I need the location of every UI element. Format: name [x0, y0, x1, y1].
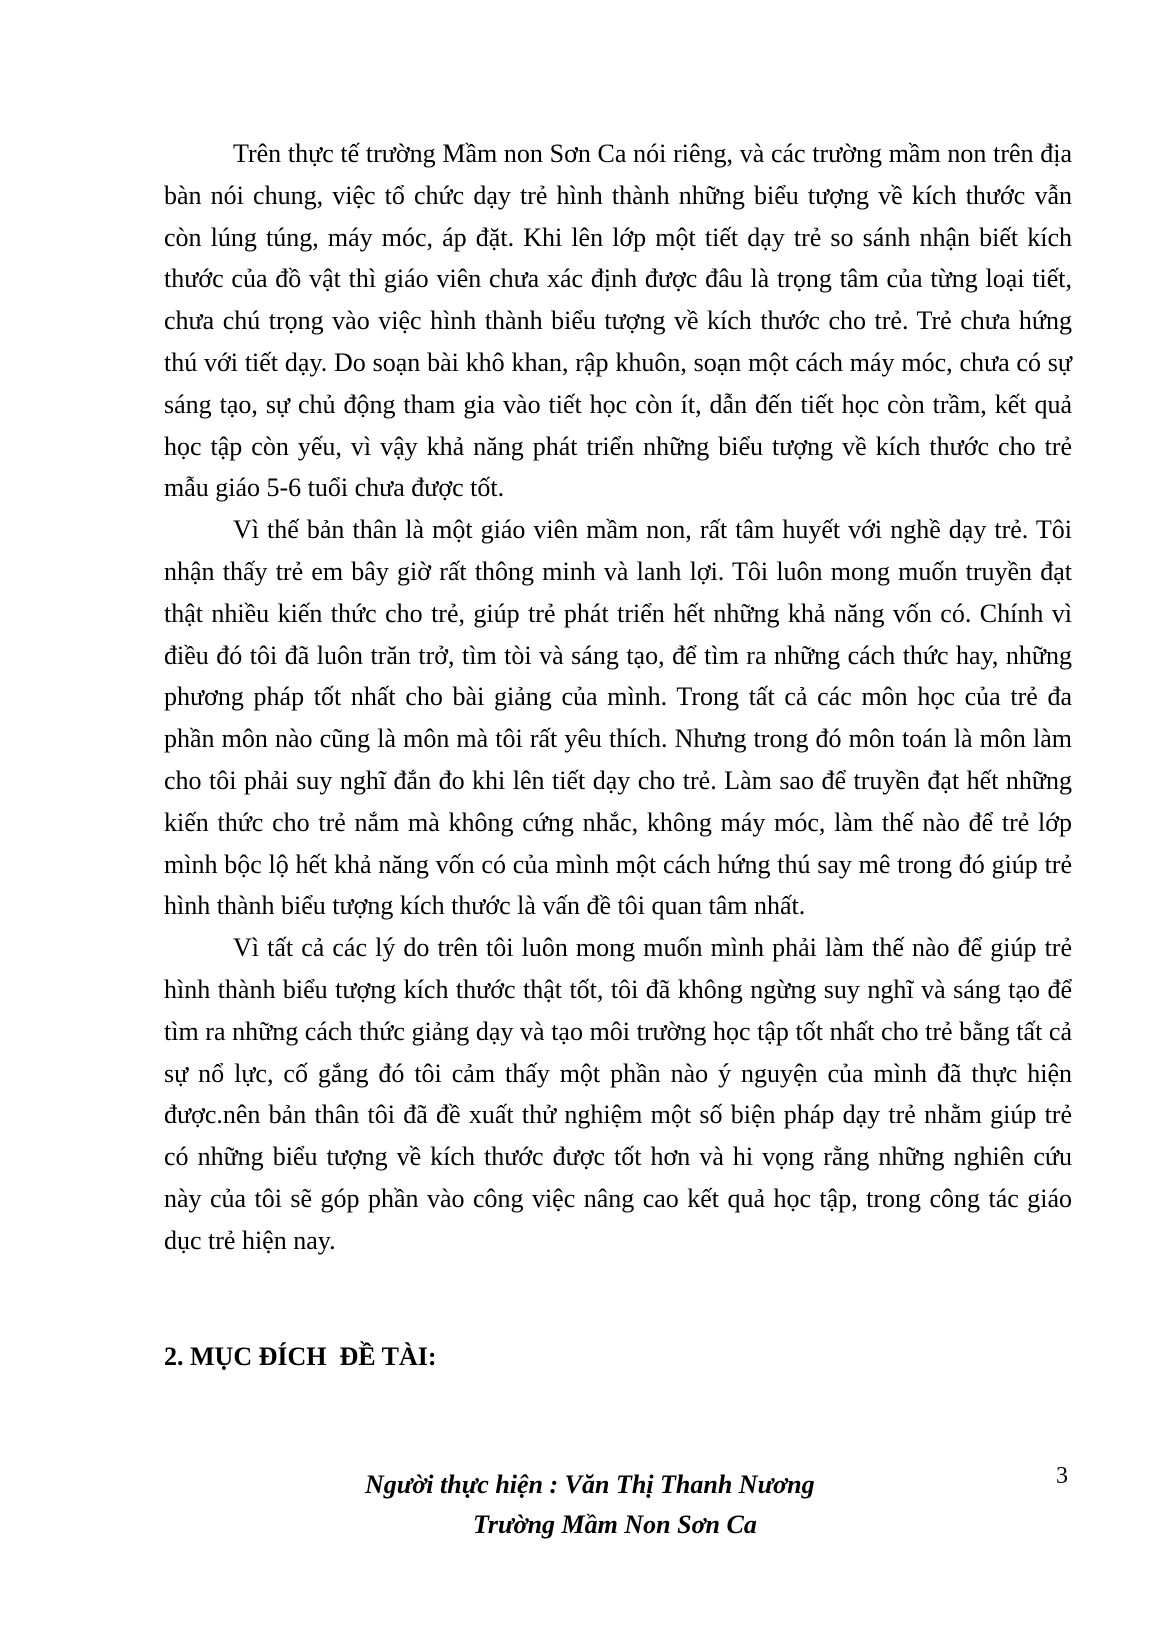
- section-heading: 2. MỤC ĐÍCH ĐỀ TÀI:: [164, 1342, 437, 1371]
- page-number: 3: [1056, 1463, 1068, 1489]
- body-text: [164, 133, 1072, 1262]
- paragraph-1: Trên thực tế trường Mầm non Sơn Ca nói riêng, và các trường mầm non trên địa bàn nói chung, việc tổ chức dạy trẻ hình thành những biểu tượng về kích thước vẫn còn lúng túng, máy móc, áp đặt. Khi lên lớp một tiết dạy trẻ so sánh nhận biết kích thước của đồ vật thì giáo viên chưa xác định được đâu là trọng tâm của từng loại tiết, chưa chú trọng vào việc hình thành biểu tượng về kích thước cho trẻ. Trẻ chưa hứng thú với tiết dạy. Do soạn bài khô khan, rập khuôn, soạn một cách máy móc, chưa có sự sáng tạo, sự chủ động tham gia vào tiết học còn ít, dẫn đến tiết học còn trầm, kết quả học tập còn yếu, vì vậy khả năng phát triển những biểu tượng về kích thước cho trẻ mẫu giáo 5-6 tuổi chưa được tốt.: [164, 139, 1072, 503]
- paragraph-3: Vì tất cả các lý do trên tôi luôn mong muốn mình phải làm thế nào để giúp trẻ hình thành biểu tượng kích thước thật tốt, tôi đã không ngừng suy nghĩ và sáng tạo để tìm ra những cách thức giảng dạy và tạo môi trường học tập tốt nhất cho trẻ bằng tất cả sự nổ lực, cố gắng đó tôi cảm thấy một phần nào ý nguyện của mình đã thực hiện được.nên bản thân tôi đã đề xuất thử nghiệm một số biện pháp dạy trẻ nhằm giúp trẻ có những biểu tượng về kích thước được tốt hơn và hi vọng rằng những nghiên cứu này của tôi sẽ góp phần vào công việc nâng cao kết quả học tập, trong công tác giáo dục trẻ hiện nay.: [164, 933, 1072, 1255]
- footer-author: Người thực hiện : Văn Thị Thanh Nương: [365, 1470, 815, 1499]
- footer-school: Trường Mầm Non Sơn Ca: [473, 1510, 757, 1539]
- paragraph-2: Vì thế bản thân là một giáo viên mầm non, rất tâm huyết với nghề dạy trẻ. Tôi nhận thấy trẻ em bây giờ rất thông minh và lanh lợi. Tôi luôn mong muốn truyền đạt thật nhiều kiến thức cho trẻ, giúp trẻ phát triển hết những khả năng vốn có. Chính vì điều đó tôi đã luôn trăn trở, tìm tòi và sáng tạo, để tìm ra những cách thức hay, những phương pháp tốt nhất cho bài giảng của mình. Trong tất cả các môn học của trẻ đa phần môn nào cũng là môn mà tôi rất yêu thích. Nhưng trong đó môn toán là môn làm cho tôi phải suy nghĩ đắn đo khi lên tiết dạy cho trẻ. Làm sao để truyền đạt hết những kiến thức cho trẻ nắm mà không cứng nhắc, không máy móc, làm thế nào để trẻ lớp mình bộc lộ hết khả năng vốn có của mình một cách hứng thú say mê trong đó giúp trẻ hình thành biểu tượng kích thước là vấn đề tôi quan tâm nhất.: [164, 515, 1072, 921]
